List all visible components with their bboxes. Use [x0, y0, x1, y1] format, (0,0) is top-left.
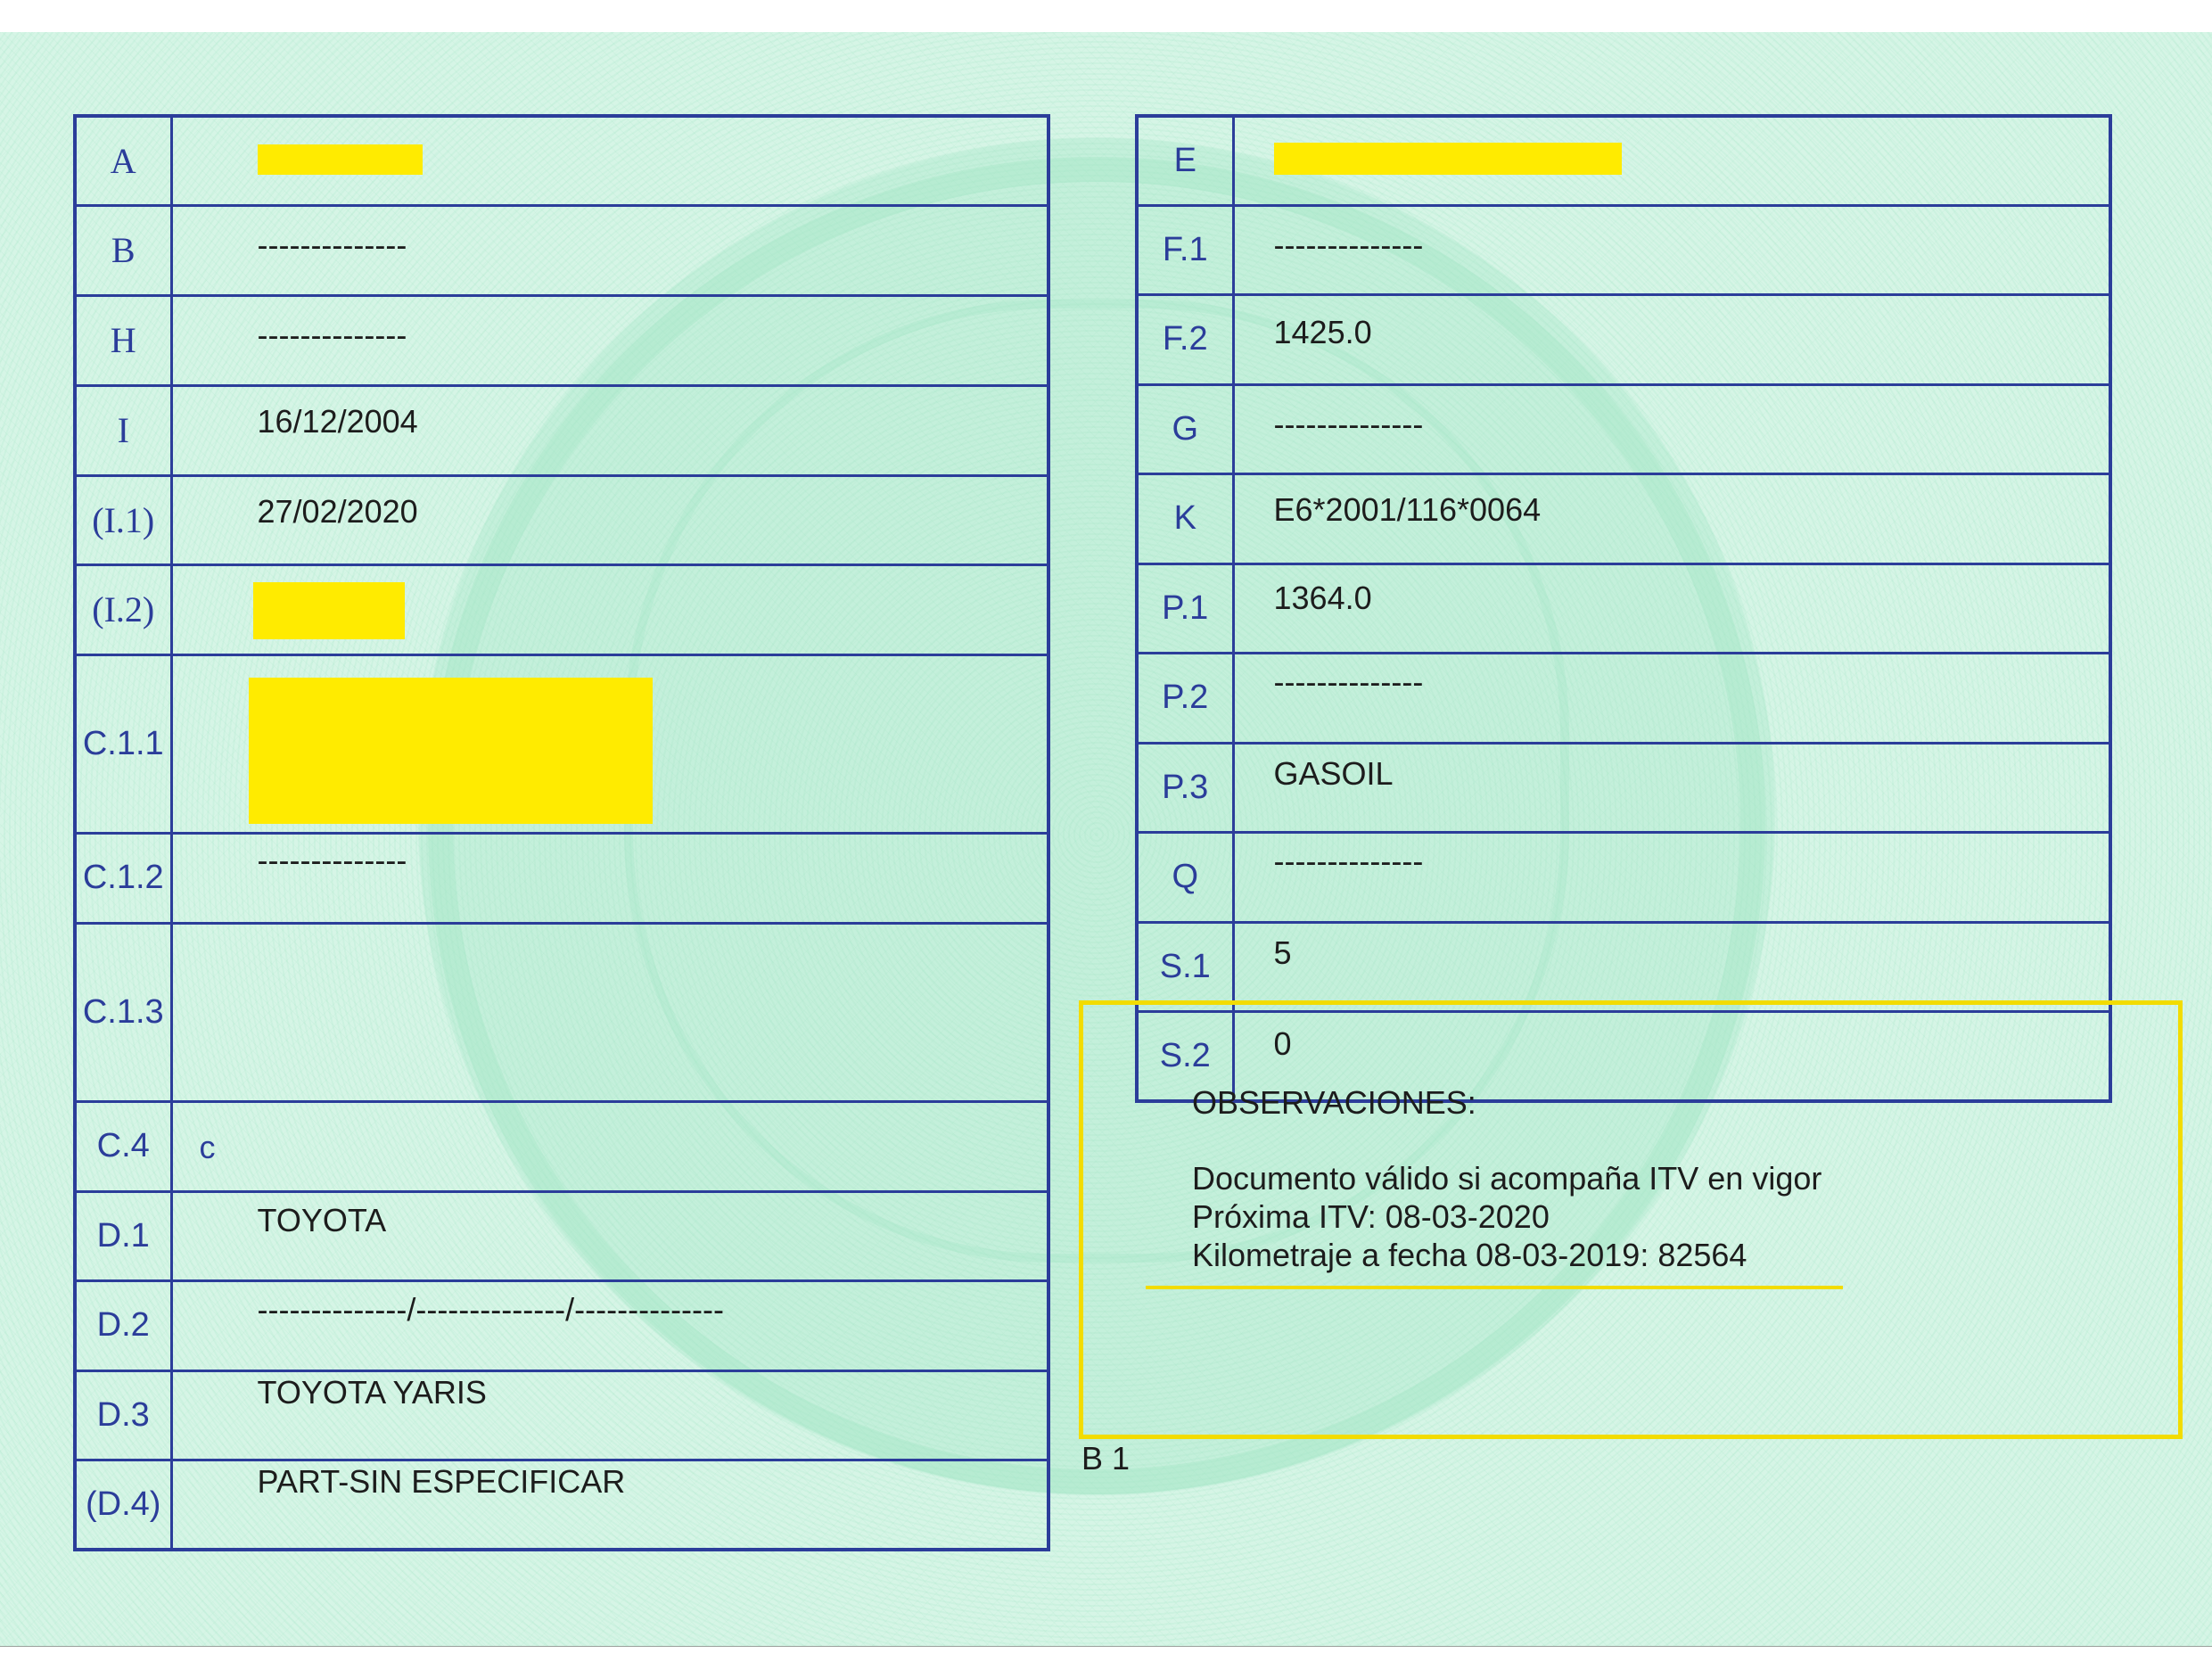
- field-value: --------------: [1273, 662, 1424, 700]
- observations-heading: OBSERVACIONES:: [1192, 1084, 1476, 1121]
- table-row: [75, 116, 1048, 205]
- field-code: D.1: [75, 1191, 171, 1280]
- field-value: c: [199, 1128, 216, 1165]
- field-code: K: [1137, 473, 1233, 564]
- table-row: [75, 833, 1048, 923]
- field-value-cell: [1233, 384, 2110, 473]
- field-value-cell: [171, 295, 1048, 385]
- field-code: H: [75, 295, 171, 385]
- field-value: --------------: [257, 316, 407, 353]
- table-row: [75, 1460, 1048, 1550]
- field-value: 0: [1273, 1024, 1292, 1062]
- footer-code: B 1: [1081, 1440, 1131, 1477]
- field-code: D.2: [75, 1280, 171, 1370]
- field-code: S.2: [1137, 1011, 1233, 1101]
- field-value: --------------: [1273, 405, 1424, 442]
- table-row: [1137, 743, 2110, 832]
- field-value: E6*2001/116*0064: [1273, 490, 1542, 528]
- table-row: [1137, 653, 2110, 743]
- field-code: S.1: [1137, 922, 1233, 1011]
- right-fields-table: [1135, 114, 2112, 1103]
- observation-line: Próxima ITV: 08-03-2020: [1192, 1198, 1550, 1235]
- field-code: P.3: [1137, 743, 1233, 832]
- field-value-cell: [171, 205, 1048, 295]
- field-value-cell: [171, 1191, 1048, 1280]
- field-value-cell: [1233, 653, 2110, 743]
- field-value-cell: [1233, 116, 2110, 205]
- table-row: [75, 295, 1048, 385]
- field-code: A: [75, 116, 171, 205]
- field-value-cell: [1233, 473, 2110, 564]
- field-value: 27/02/2020: [257, 492, 418, 530]
- observation-underline: [1146, 1286, 1843, 1289]
- field-value-cell: [171, 1370, 1048, 1460]
- table-row: [75, 205, 1048, 295]
- table-row: [75, 1101, 1048, 1191]
- field-code: B: [75, 205, 171, 295]
- field-value-cell: [1233, 832, 2110, 922]
- field-value-cell: [171, 475, 1048, 564]
- field-code: (D.4): [75, 1460, 171, 1550]
- field-code: Q: [1137, 832, 1233, 922]
- field-value-cell: [171, 116, 1048, 205]
- field-value: TOYOTA YARIS: [257, 1373, 487, 1411]
- field-value: 1425.0: [1273, 313, 1372, 350]
- field-code: C.4: [75, 1101, 171, 1191]
- observation-line: Documento válido si acompaña ITV en vigor: [1192, 1160, 1822, 1197]
- field-code: (I.2): [75, 564, 171, 654]
- observations-block: [1192, 1083, 1821, 1274]
- field-value: --------------: [1273, 842, 1424, 879]
- table-row: [75, 385, 1048, 475]
- field-value: 5: [1273, 934, 1292, 971]
- field-code: C.1.1: [75, 654, 171, 833]
- observation-line: Kilometraje a fecha 08-03-2019: 82564: [1192, 1237, 1747, 1273]
- field-value-cell: [1233, 564, 2110, 653]
- field-value: --------------: [257, 226, 407, 263]
- field-value: PART-SIN ESPECIFICAR: [257, 1462, 626, 1500]
- field-value-cell: [171, 923, 1048, 1101]
- field-code: F.1: [1137, 205, 1233, 294]
- field-value-cell: [1233, 205, 2110, 294]
- field-value-cell: [171, 1460, 1048, 1550]
- scan-edge-line: [0, 1646, 2212, 1647]
- field-value-cell: [1233, 922, 2110, 1011]
- field-value: --------------: [1273, 226, 1424, 263]
- field-code: P.2: [1137, 653, 1233, 743]
- table-row: [1137, 294, 2110, 384]
- field-value-cell: [171, 1101, 1048, 1191]
- field-code: I: [75, 385, 171, 475]
- redaction-block: [249, 678, 653, 824]
- redaction-block: [253, 582, 405, 639]
- field-code: E: [1137, 116, 1233, 205]
- table-row: [75, 923, 1048, 1101]
- redaction-block: [258, 144, 423, 175]
- table-row: [1137, 564, 2110, 653]
- field-code: C.1.3: [75, 923, 171, 1101]
- field-value: --------------: [257, 841, 407, 878]
- field-value: 16/12/2004: [257, 402, 418, 440]
- field-value-cell: [171, 654, 1048, 833]
- table-row: [1137, 473, 2110, 564]
- field-value-cell: [1233, 294, 2110, 384]
- table-row: [1137, 205, 2110, 294]
- table-row: [75, 564, 1048, 654]
- field-value-cell: [171, 833, 1048, 923]
- field-code: C.1.2: [75, 833, 171, 923]
- table-row: [75, 1370, 1048, 1460]
- field-value-cell: [171, 1280, 1048, 1370]
- field-value-cell: [171, 385, 1048, 475]
- left-fields-table: [73, 114, 1050, 1551]
- table-row: [1137, 384, 2110, 473]
- table-row: [1137, 116, 2110, 205]
- field-value-cell: [1233, 743, 2110, 832]
- table-row: [1137, 832, 2110, 922]
- field-value: GASOIL: [1273, 754, 1394, 792]
- redaction-block: [1274, 143, 1622, 175]
- field-code: F.2: [1137, 294, 1233, 384]
- field-code: P.1: [1137, 564, 1233, 653]
- field-value: TOYOTA: [257, 1201, 387, 1238]
- field-value: --------------/--------------/--------------: [257, 1290, 725, 1328]
- field-code: G: [1137, 384, 1233, 473]
- table-row: [75, 654, 1048, 833]
- table-row: [75, 1191, 1048, 1280]
- field-code: (I.1): [75, 475, 171, 564]
- table-row: [75, 475, 1048, 564]
- field-value-cell: [171, 564, 1048, 654]
- table-row: [75, 1280, 1048, 1370]
- field-code: D.3: [75, 1370, 171, 1460]
- field-value: 1364.0: [1273, 579, 1372, 616]
- table-row: [1137, 922, 2110, 1011]
